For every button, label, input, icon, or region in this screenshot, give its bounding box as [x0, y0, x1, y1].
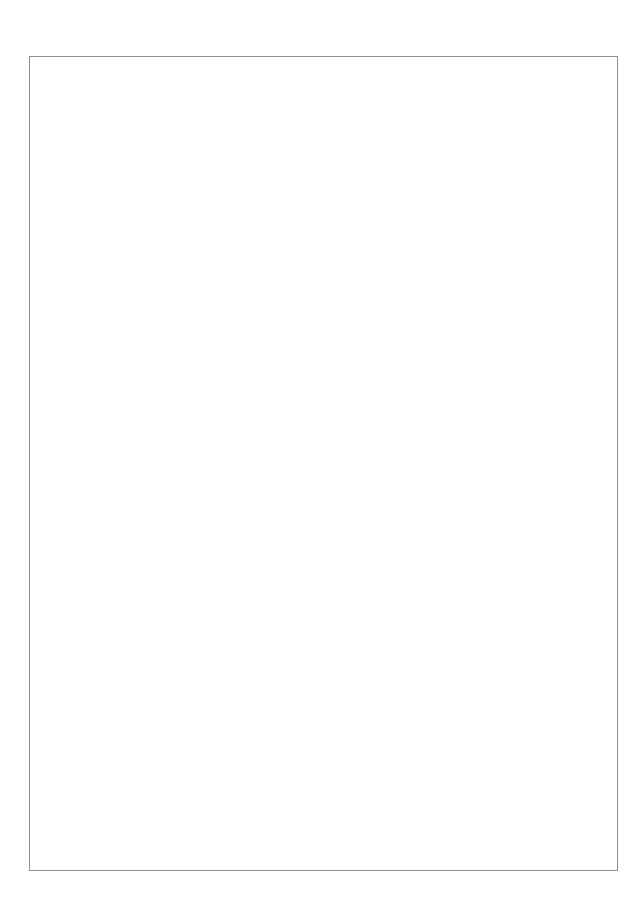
records-table-wrap: [29, 56, 618, 871]
